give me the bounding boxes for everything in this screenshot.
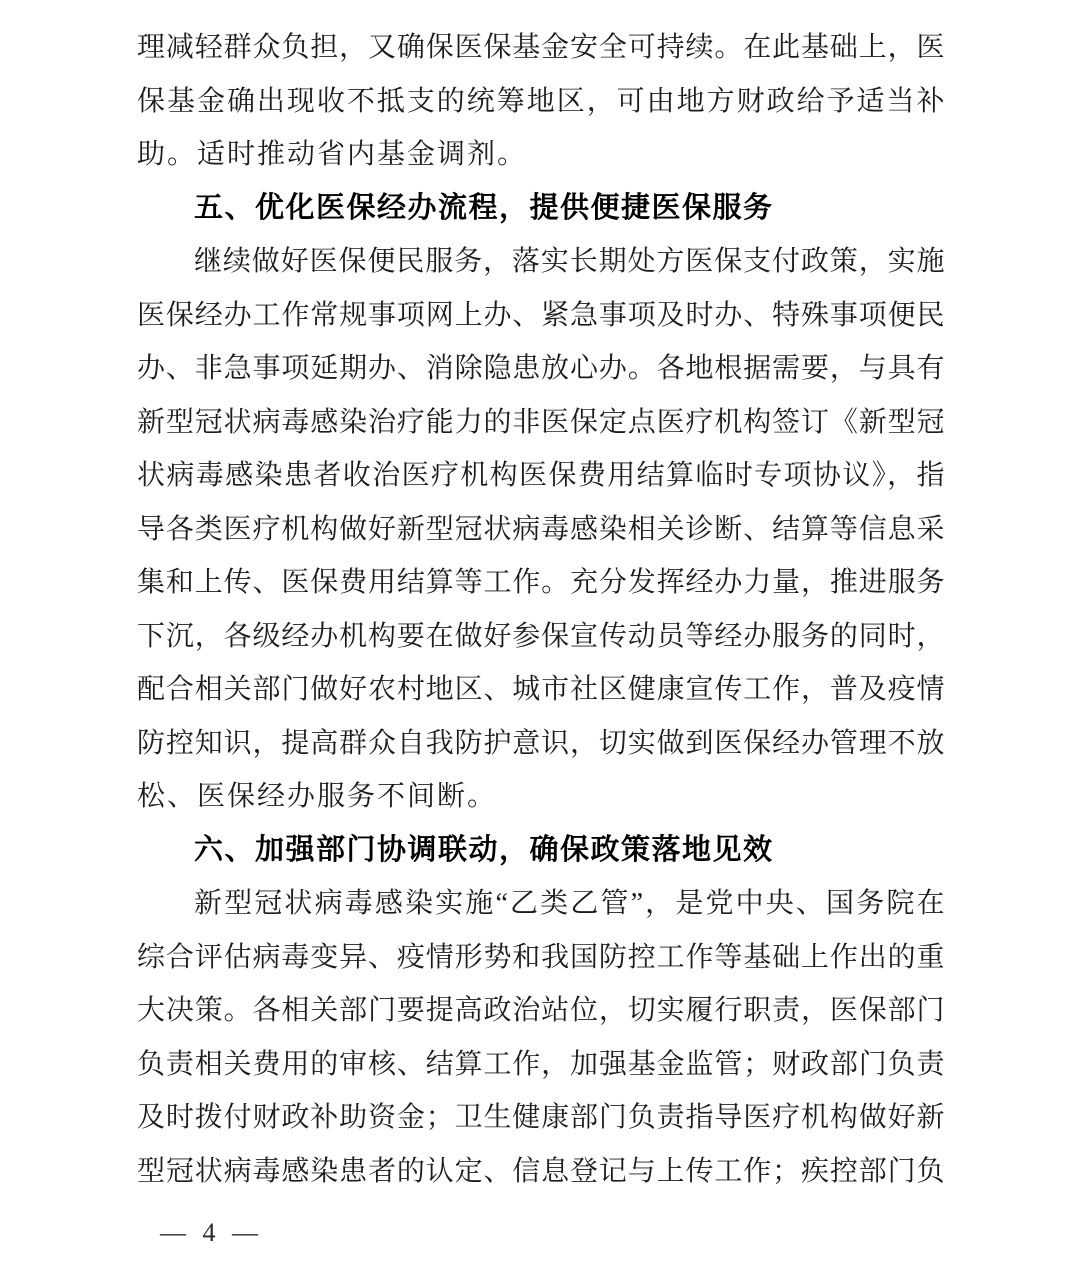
section-6-heading: 六、加强部门协调联动，确保政策落地见效	[194, 833, 774, 866]
text-line: 继续做好医保便民服务，落实长期处方医保支付政策，实施	[194, 246, 945, 277]
section-5-heading: 五、优化医保经办流程，提供便捷医保服务	[194, 191, 774, 224]
text-line: 负责相关费用的审核、结算工作，加强基金监管；财政部门负责	[137, 1048, 945, 1080]
text-line: 防控知识，提高群众自我防护意识，切实做到医保经办管理不放	[137, 727, 945, 759]
text-line: 状病毒感染患者收治医疗机构医保费用结算临时专项协议》，指	[137, 460, 945, 491]
text-line: 松、医保经办服务不间断。	[137, 781, 498, 812]
text-line: 医保经办工作常规事项网上办、紧急事项及时办、特殊事项便民	[137, 299, 945, 331]
text-line: 及时拨付财政补助资金；卫生健康部门负责指导医疗机构做好新	[137, 1102, 945, 1133]
text-line: 理减轻群众负担，又确保医保基金安全可持续。在此基础上，医	[137, 32, 945, 63]
text-line: 助。适时推动省内基金调剂。	[137, 139, 528, 170]
document-content	[137, 21, 945, 1198]
text-line: 保基金确出现收不抵支的统筹地区，可由地方财政给予适当补	[137, 85, 945, 117]
page-number: — 4 —	[160, 1218, 263, 1247]
text-line: 办、非急事项延期办、消除隐患放心办。各地根据需要，与具有	[137, 353, 945, 384]
text-line: 新型冠状病毒感染治疗能力的非医保定点医疗机构签订《新型冠	[137, 406, 945, 438]
section-5	[137, 182, 945, 824]
text-line: 集和上传、医保费用结算等工作。充分发挥经办力量，推进服务	[137, 567, 945, 598]
section-6	[137, 824, 945, 1199]
text-line: 配合相关部门做好农村地区、城市社区健康宣传工作，普及疫情	[137, 674, 945, 705]
text-line: 综合评估病毒变异、疫情形势和我国防控工作等基础上作出的重	[137, 941, 945, 973]
text-line: 下沉，各级经办机构要在做好参保宣传动员等经办服务的同时，	[137, 620, 945, 652]
continuation-paragraph	[137, 21, 945, 182]
text-line: 导各类医疗机构做好新型冠状病毒感染相关诊断、结算等信息采	[137, 513, 945, 545]
text-line: 型冠状病毒感染患者的认定、信息登记与上传工作；疾控部门负	[137, 1155, 945, 1187]
text-line: 大决策。各相关部门要提高政治站位，切实履行职责，医保部门	[137, 995, 945, 1026]
text-line: 新型冠状病毒感染实施“乙类乙管”，是党中央、国务院在	[194, 888, 945, 919]
